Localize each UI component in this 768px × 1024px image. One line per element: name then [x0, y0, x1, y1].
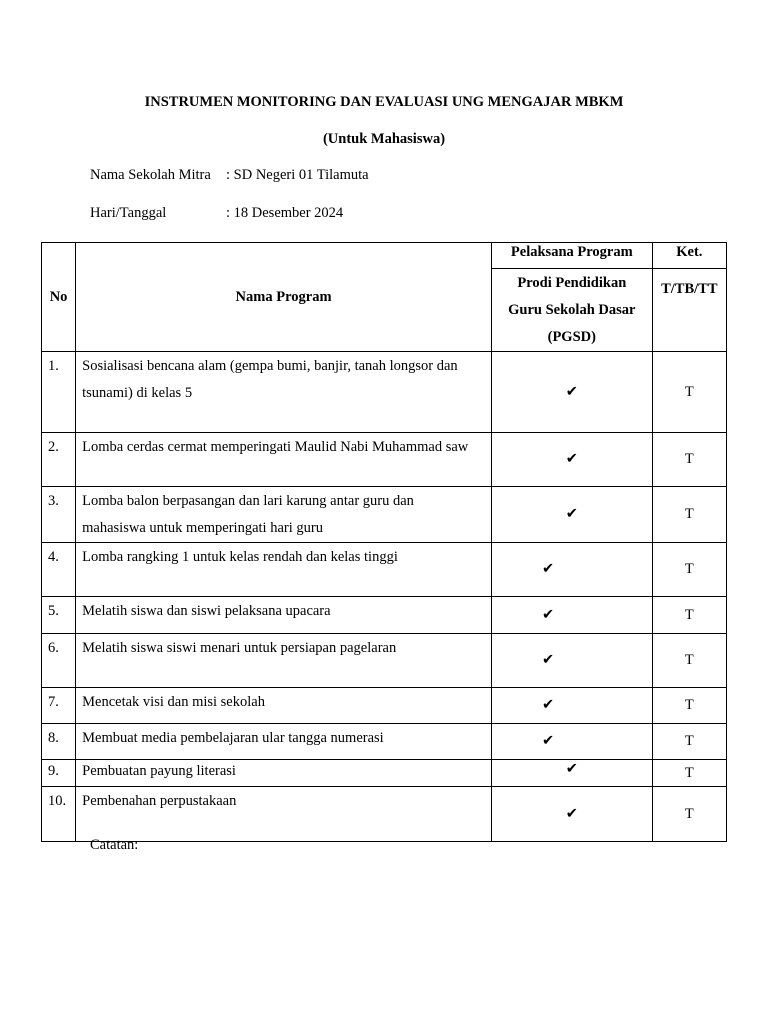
- row-no: 5.: [42, 597, 76, 634]
- row-program-name: Melatih siswa siswi menari untuk persiapan pagelaran: [76, 634, 492, 688]
- row-ket: T: [652, 787, 726, 842]
- row-ket: T: [652, 487, 726, 543]
- header-pelaksana-sub-1: Prodi Pendidikan: [517, 275, 627, 291]
- row-ket: T: [652, 688, 726, 724]
- table-row: [42, 352, 727, 433]
- header-name: Nama Program: [76, 243, 492, 352]
- row-program-name: Pembuatan payung literasi: [76, 760, 492, 787]
- row-check: ✔: [491, 724, 652, 760]
- header-pelaksana-sub-2: Guru Sekolah Dasar: [508, 302, 636, 318]
- table-row: [42, 688, 727, 724]
- row-ket: T: [652, 352, 726, 433]
- row-check: ✔: [491, 352, 652, 433]
- row-no: 8.: [42, 724, 76, 760]
- row-program-name: Membuat media pembelajaran ular tangga numerasi: [76, 724, 492, 760]
- row-program-name: Lomba rangking 1 untuk kelas rendah dan kelas tinggi: [76, 543, 492, 597]
- row-check: ✔: [491, 597, 652, 634]
- row-no: 6.: [42, 634, 76, 688]
- row-ket: T: [652, 543, 726, 597]
- date-info: [90, 205, 343, 222]
- table-row: [42, 543, 727, 597]
- notes-label: Catatan:: [90, 837, 139, 853]
- header-ket: Ket.: [652, 243, 726, 269]
- row-ket: T: [652, 724, 726, 760]
- row-ket: T: [652, 634, 726, 688]
- row-check: ✔: [491, 760, 652, 787]
- row-no: 7.: [42, 688, 76, 724]
- row-program-name: Pembenahan perpustakaan: [76, 787, 492, 842]
- row-program-name: Lomba balon berpasangan dan lari karung antar guru dan mahasiswa untuk memperingati hari guru: [76, 487, 492, 543]
- table-row: [42, 634, 727, 688]
- row-ket: T: [652, 433, 726, 487]
- row-no: 2.: [42, 433, 76, 487]
- header-pelaksana-sub-3: (PGSD): [547, 329, 596, 345]
- row-program-name: Melatih siswa dan siswi pelaksana upacara: [76, 597, 492, 634]
- header-no: No: [42, 243, 76, 352]
- table-row: [42, 787, 727, 842]
- row-check: ✔: [491, 433, 652, 487]
- header-ket-sub: T/TB/TT: [652, 269, 726, 352]
- document-subtitle: (Untuk Mahasiswa): [322, 131, 446, 147]
- document-title: INSTRUMEN MONITORING DAN EVALUASI UNG MENGAJAR MBKM: [144, 94, 624, 110]
- row-check: ✔: [491, 634, 652, 688]
- row-no: 10.: [42, 787, 76, 842]
- header-pelaksana-sub: [491, 269, 652, 352]
- date-label: Hari/Tanggal: [90, 205, 167, 221]
- row-check: ✔: [491, 487, 652, 543]
- table-row: [42, 597, 727, 634]
- date-value: : 18 Desember 2024: [226, 205, 344, 221]
- table-row: [42, 487, 727, 543]
- header-pelaksana: Pelaksana Program: [491, 243, 652, 269]
- table-header-row: [42, 243, 727, 269]
- table-row: [42, 724, 727, 760]
- row-program-name: Sosialisasi bencana alam (gempa bumi, banjir, tanah longsor dan tsunami) di kelas 5: [76, 352, 492, 433]
- table-row: [42, 433, 727, 487]
- school-info: [90, 167, 369, 184]
- row-program-name: Lomba cerdas cermat memperingati Maulid Nabi Muhammad saw: [76, 433, 492, 487]
- row-no: 1.: [42, 352, 76, 433]
- row-program-name: Mencetak visi dan misi sekolah: [76, 688, 492, 724]
- row-check: ✔: [491, 688, 652, 724]
- row-check: ✔: [491, 787, 652, 842]
- row-ket: T: [652, 597, 726, 634]
- table-row: [42, 760, 727, 787]
- row-no: 4.: [42, 543, 76, 597]
- program-table: [41, 242, 727, 842]
- row-ket: T: [652, 760, 726, 787]
- school-label: Nama Sekolah Mitra: [90, 167, 211, 183]
- row-no: 3.: [42, 487, 76, 543]
- row-no: 9.: [42, 760, 76, 787]
- school-value: : SD Negeri 01 Tilamuta: [226, 167, 369, 183]
- row-check: ✔: [491, 543, 652, 597]
